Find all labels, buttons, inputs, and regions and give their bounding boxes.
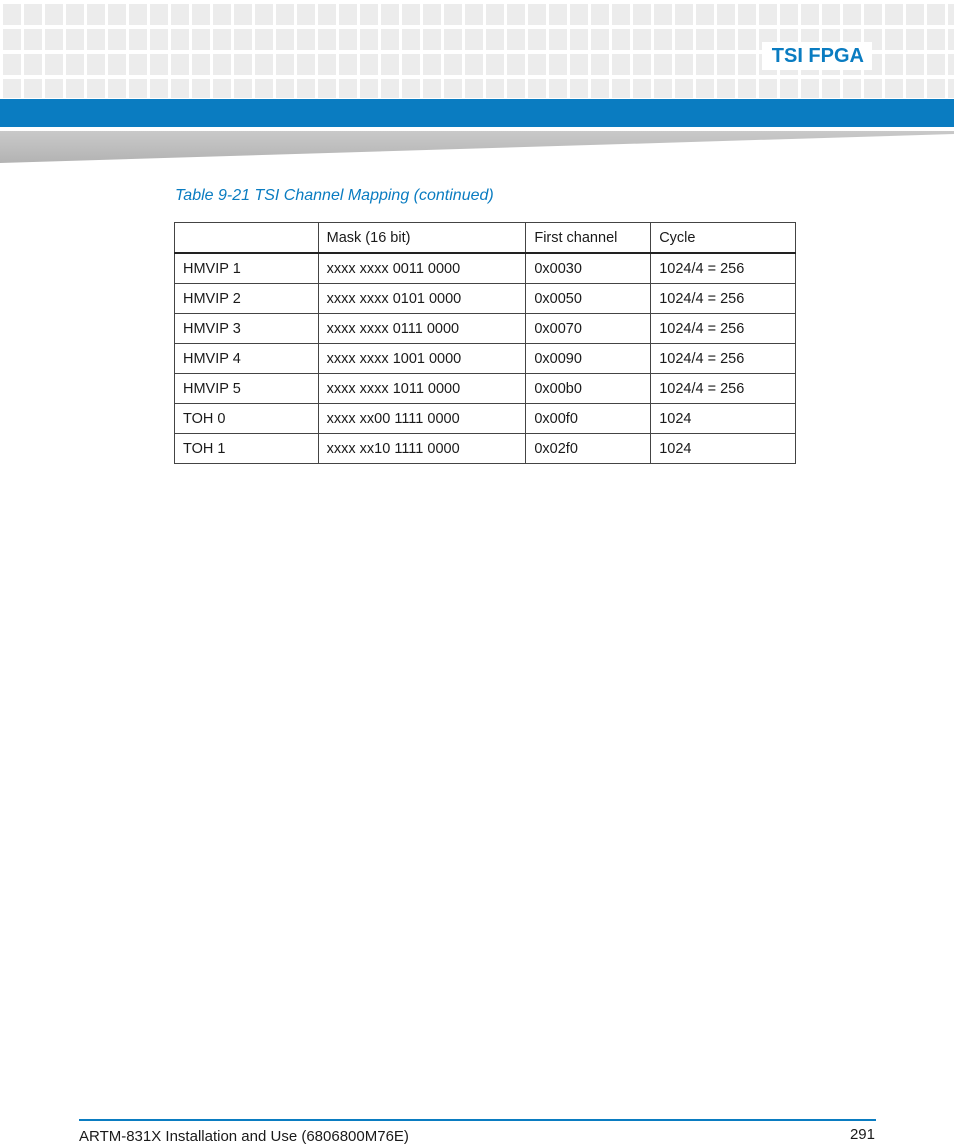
footer-document-title: ARTM-831X Installation and Use (6806800M76E) — [79, 1128, 409, 1145]
cell-mask: xxxx xx10 1111 0000 — [318, 434, 526, 464]
cell-name: TOH 0 — [175, 404, 319, 434]
cell-first-channel: 0x0030 — [526, 253, 651, 284]
cell-name: HMVIP 1 — [175, 253, 319, 284]
column-header-first-channel: First channel — [526, 223, 651, 254]
table-row — [175, 374, 796, 404]
table-row — [175, 314, 796, 344]
channel-mapping-table — [174, 222, 796, 464]
cell-name: TOH 1 — [175, 434, 319, 464]
cell-cycle: 1024/4 = 256 — [651, 284, 796, 314]
cell-first-channel: 0x0050 — [526, 284, 651, 314]
column-header-name — [175, 223, 319, 254]
table-row — [175, 253, 796, 284]
cell-name: HMVIP 5 — [175, 374, 319, 404]
cell-mask: xxxx xxxx 0111 0000 — [318, 314, 526, 344]
cell-cycle: 1024/4 = 256 — [651, 344, 796, 374]
cell-first-channel: 0x0070 — [526, 314, 651, 344]
footer-rule — [79, 1119, 876, 1121]
cell-name: HMVIP 2 — [175, 284, 319, 314]
cell-first-channel: 0x0090 — [526, 344, 651, 374]
table-header-row — [175, 223, 796, 254]
header-blue-band — [0, 99, 954, 127]
cell-name: HMVIP 3 — [175, 314, 319, 344]
cell-cycle: 1024/4 = 256 — [651, 374, 796, 404]
cell-cycle: 1024/4 = 256 — [651, 314, 796, 344]
header-gray-wedge — [0, 131, 954, 163]
table-row — [175, 434, 796, 464]
cell-cycle: 1024/4 = 256 — [651, 253, 796, 284]
table-caption: Table 9-21 TSI Channel Mapping (continued) — [175, 187, 494, 204]
cell-mask: xxxx xxxx 0011 0000 — [318, 253, 526, 284]
table-row — [175, 344, 796, 374]
cell-first-channel: 0x00b0 — [526, 374, 651, 404]
table-row — [175, 284, 796, 314]
cell-mask: xxxx xxxx 0101 0000 — [318, 284, 526, 314]
cell-mask: xxxx xx00 1111 0000 — [318, 404, 526, 434]
cell-mask: xxxx xxxx 1001 0000 — [318, 344, 526, 374]
table-row — [175, 404, 796, 434]
cell-name: HMVIP 4 — [175, 344, 319, 374]
column-header-cycle: Cycle — [651, 223, 796, 254]
cell-cycle: 1024 — [651, 404, 796, 434]
section-title: TSI FPGA — [762, 42, 872, 70]
cell-first-channel: 0x00f0 — [526, 404, 651, 434]
cell-mask: xxxx xxxx 1011 0000 — [318, 374, 526, 404]
cell-cycle: 1024 — [651, 434, 796, 464]
cell-first-channel: 0x02f0 — [526, 434, 651, 464]
column-header-mask: Mask (16 bit) — [318, 223, 526, 254]
page-number: 291 — [849, 1126, 875, 1143]
